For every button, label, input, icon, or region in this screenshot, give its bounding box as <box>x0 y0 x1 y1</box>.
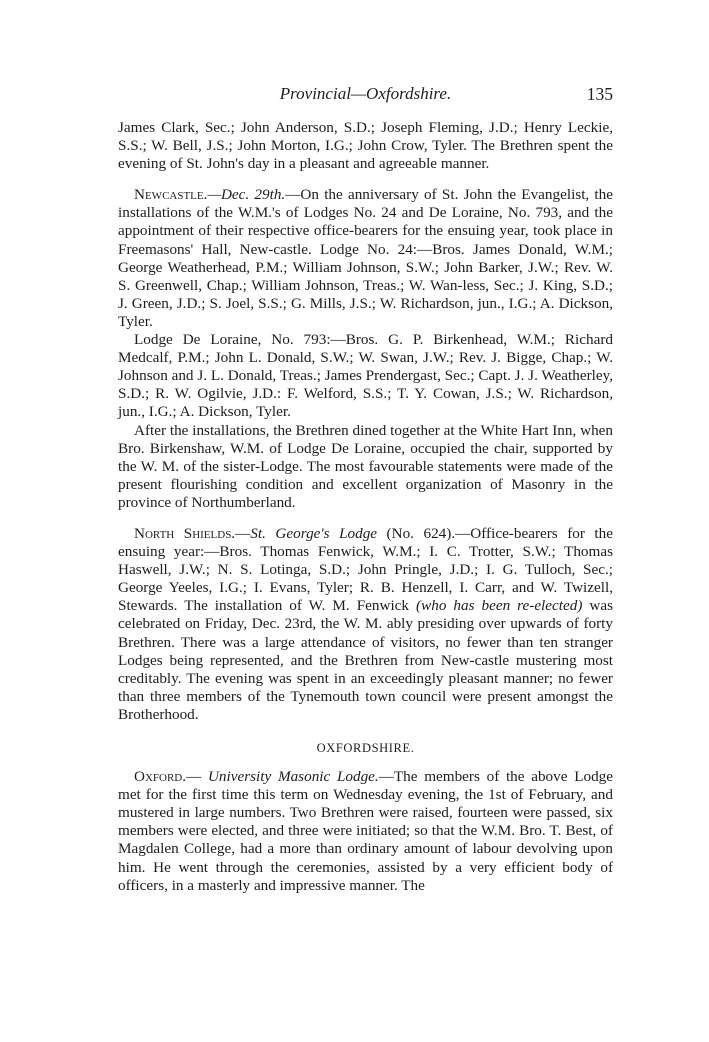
paragraph-oxford <box>118 768 613 895</box>
running-title: Provincial—Oxfordshire. <box>279 84 452 103</box>
section-heading: OXFORDSHIRE. <box>316 741 415 755</box>
lodge-name: University Masonic Lodge. <box>207 768 379 786</box>
paragraph-text: —On the anniversary of St. John the Evangelist, the installations of the W.M.'s of Lodges No. 24 and De Loraine, No. 793, and the appointment of their respective office-bearers for the ensuing year, took place in Freemasons' Hall, New-castle. Lodge No. 24:—Bros. James Donald, W.M.; George Weatherhead, P.M.; William Johnson, S.W.; John Barker, J.W.; Rev. W. S. Greenwell, Chap.; William Johnson, Treas.; W. Wan-less, Sec.; J. King, S.D.; J. Green, J.D.; S. Joel, S.S.; G. Mills, J.S.; W. Richardson, jun., I.G.; A. Dickson, Tyler. <box>118 186 613 330</box>
place-heading: Oxford. <box>134 768 187 786</box>
paragraph-de-loraine: Lodge De Loraine, No. 793:—Bros. G. P. Birkenhead, W.M.; Richard Medcalf, P.M.; John L. Donald, S.W.; W. Swan, J.W.; Rev. J. Bigge, Chap.; W. Johnson and J. L. Donald, Treas.; James Prendergast, Sec.; Capt. J. J. Weatherley, S.D.; R. W. Ogilvie, J.D.: F. Welford, S.S.; T. Y. Cowan, J.S.; W. Richardson, jun., I.G.; A. Dickson, Tyler. <box>118 331 613 421</box>
aside-text: (who has been re-elected) <box>416 597 583 615</box>
date-label: —Dec. 29th. <box>207 186 286 204</box>
paragraph-dinner: After the installations, the Brethren dined together at the White Hart Inn, when Bro. Birkenshaw, W.M. of Lodge De Loraine, occupied the chair, supported by the W. M. of the sister-Lodge. The most favourable statements were made of the present flourishing condition and excellent organization of Masonry in the province of Northumberland. <box>118 421 613 511</box>
dash: — <box>235 524 251 542</box>
paragraph-north-shields <box>118 525 613 724</box>
paragraph-text: was celebrated on Friday, Dec. 23rd, the W. M. ably presiding over upwards of forty Brethren. There was a large attendance of visitors, no fewer than ten stranger Lodges being represented, and the Brethren from New-castle mustering most creditably. The evening was spent in an exceedingly pleasant manner; no fewer than three members of the Tynemouth town council were present amongst the Brotherhood. <box>118 597 613 723</box>
paragraph-newcastle <box>118 186 613 331</box>
place-heading: North Shields. <box>134 524 236 542</box>
paragraph-continuation: James Clark, Sec.; John Anderson, S.D.; Joseph Fleming, J.D.; Henry Leckie, S.S.; W. Bell, J.S.; John Morton, I.G.; John Crow, Tyler. The Brethren spent the evening of St. John's day in a pleasant and agreeable manner. <box>118 119 613 173</box>
lodge-name: St. George's Lodge <box>250 524 378 542</box>
place-heading: Newcastle. <box>134 186 208 204</box>
paragraph-text: (No. 624).—Office-bearers for the ensuing year:—Bros. Thomas Fenwick, W.M.; I. C. Trotter, S.W.; Thomas Haswell, J.W.; N. S. Lotinga, S.D.; John Pringle, J.D.; I. G. Tulloch, Sec.; George Yeeles, I.G.; I. Evans, Tyler; R. B. Henzell, I. Carr, and W. Twizell, Stewards. The installation of W. M. Fenwick <box>118 524 613 615</box>
body-text <box>118 119 613 895</box>
page-number: 135 <box>586 84 613 104</box>
dash: — <box>186 768 208 786</box>
paragraph-text: —The members of the above Lodge met for the first time this term on Wednesday evening, the 1st of February, and mustered in large numbers. Two Brethren were raised, fourteen were passed, six members were elected, and three were initiated; so that the W.M. Bro. T. Best, of Magdalen College, had a more than ordinary amount of labour devolving upon him. He went through the ceremonies, assisted by a very efficient body of officers, in a masterly and impressive manner. The <box>118 768 613 894</box>
running-head <box>118 84 613 108</box>
